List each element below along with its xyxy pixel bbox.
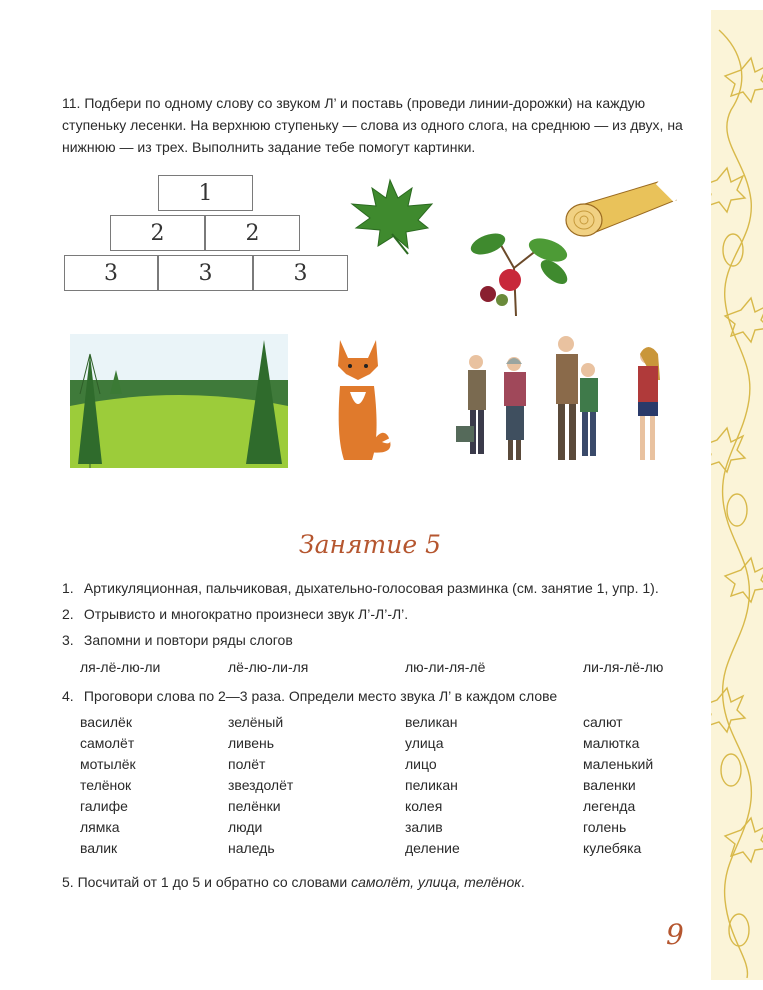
- task-4: [62, 686, 722, 706]
- task-number: 2.: [62, 606, 74, 622]
- word: самолёт: [80, 735, 135, 751]
- ladder-step-top[interactable]: 1: [158, 175, 253, 211]
- people-walking-picture: [448, 330, 684, 476]
- task-2: [62, 604, 722, 624]
- task-number: 3.: [62, 632, 74, 648]
- word: василёк: [80, 714, 132, 730]
- ladder-step-bottom[interactable]: 3: [253, 255, 348, 291]
- word: наледь: [228, 840, 275, 856]
- word: залив: [405, 819, 443, 835]
- word: мотылёк: [80, 756, 136, 772]
- task-text: Запомни и повтори ряды слогов: [83, 632, 293, 648]
- meadow-picture: [70, 334, 288, 468]
- word: валенки: [583, 777, 636, 793]
- word: малютка: [583, 735, 640, 751]
- word: деление: [405, 840, 460, 856]
- log-icon: [558, 176, 680, 242]
- word-column-1: [80, 712, 136, 859]
- word: валик: [80, 840, 118, 856]
- ladder-step-bottom[interactable]: 3: [64, 255, 158, 291]
- word: салют: [583, 714, 623, 730]
- word: галифе: [80, 798, 128, 814]
- word: телёнок: [80, 777, 132, 793]
- task-1: [62, 578, 722, 598]
- word: полёт: [228, 756, 266, 772]
- task-5-end: .: [520, 874, 525, 890]
- fox-picture: [318, 336, 398, 470]
- task-11-text: Подбери по одному слову со звуком Л’ и поставь (проведи линии-дорожки) на каждую ступеньку лесенки. На верхнюю ступеньку — слова из одного слога, на среднюю — из двух, на нижнюю — из трех. Выполнить задание тебе помогут картинки.: [62, 95, 683, 155]
- task-text: Артикуляционная, пальчиковая, дыхательно-голосовая разминка (см. занятие 1, упр. 1).: [83, 580, 659, 596]
- task-11: [62, 92, 702, 158]
- word: пеликан: [405, 777, 458, 793]
- word: зелёный: [228, 714, 284, 730]
- syllable-row: лё-лю-ли-ля: [228, 659, 309, 675]
- task-number: 4.: [62, 688, 74, 704]
- word: маленький: [583, 756, 654, 772]
- ladder-step-middle[interactable]: 2: [110, 215, 205, 251]
- syllable-row: ля-лё-лю-ли: [80, 659, 161, 675]
- task-11-number: 11.: [62, 95, 81, 111]
- word: улица: [405, 735, 444, 751]
- syllable-row: ли-ля-лё-лю: [583, 659, 664, 675]
- task-number: 1.: [62, 580, 74, 596]
- leaf-border: [711, 10, 763, 980]
- maple-leaf-icon: [348, 176, 438, 258]
- word-column-3: [405, 712, 460, 859]
- lesson-title: Занятие 5: [299, 530, 441, 559]
- word: пелёнки: [228, 798, 281, 814]
- task-5-words: самолёт, улица, телёнок: [351, 874, 521, 890]
- page-number: 9: [666, 918, 684, 951]
- word: звездолёт: [228, 777, 294, 793]
- word: легенда: [583, 798, 636, 814]
- task-5: [62, 872, 722, 892]
- raspberry-branch-icon: [458, 228, 574, 320]
- task-text: Посчитай от 1 до 5 и обратно со словами: [77, 874, 348, 890]
- task-text: Отрывисто и многократно произнеси звук Л’-Л’-Л’.: [83, 606, 409, 622]
- word: люди: [228, 819, 263, 835]
- word: голень: [583, 819, 627, 835]
- word: лицо: [405, 756, 437, 772]
- ladder-step-middle[interactable]: 2: [205, 215, 300, 251]
- task-3: [62, 630, 722, 650]
- task-text: Проговори слова по 2—3 раза. Определи место звука Л’ в каждом слове: [83, 688, 558, 704]
- syllable-row: лю-ли-ля-лё: [405, 659, 486, 675]
- word: лямка: [80, 819, 120, 835]
- word: ливень: [228, 735, 275, 751]
- task-number: 5.: [62, 874, 74, 890]
- word: кулебяка: [583, 840, 642, 856]
- word-column-2: [228, 712, 293, 859]
- word-column-4: [583, 712, 653, 859]
- word: колея: [405, 798, 443, 814]
- word: великан: [405, 714, 458, 730]
- ladder-step-bottom[interactable]: 3: [158, 255, 253, 291]
